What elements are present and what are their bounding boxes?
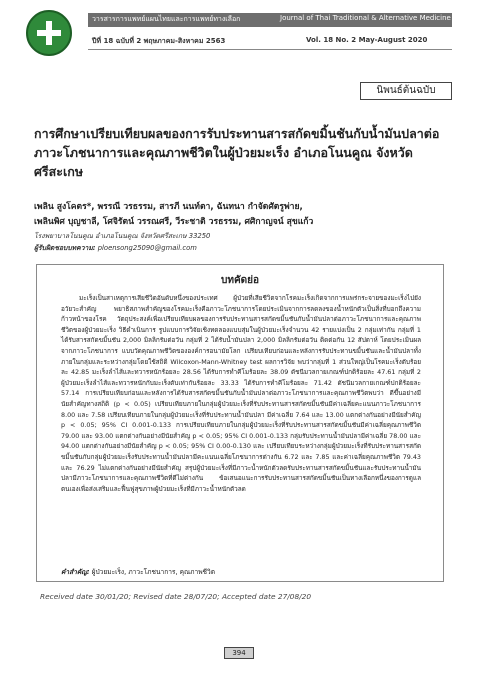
article-title: การศึกษาเปรียบเทียบผลของการรับประทานสารสกัดขมิ้นชันกับน้ำมันปลาต่อภาวะโภชนาการและคุณภาพชีวิตในผู้ป่วยมะเร็ง อำเภอโนนคูณ จังหวัดศรีสะเกษ (34, 126, 440, 179)
page-number: 394 (224, 647, 254, 659)
corresponding-email[interactable]: ploensong25090@gmail.com (97, 244, 197, 252)
abstract-heading: บทคัดย่อ (221, 275, 259, 286)
abstract-box (36, 264, 444, 582)
author-list (34, 200, 448, 230)
logo-cross-horizontal (37, 30, 61, 36)
keywords-line (61, 566, 215, 577)
issue-english: Vol. 18 No. 2 May-August 2020 (306, 36, 428, 44)
received-dates: Received date 30/01/20; Revised date 28/07/20; Accepted date 27/08/20 (40, 592, 312, 601)
keywords-label: คำสำคัญ: (61, 568, 90, 576)
authors-line-1: เพลิน สูงโคตร*, พรรณี วรธรรม, สารภี นนท์ตา, ฉันทนา กำจัดศัตรูพ่าย, (34, 202, 303, 212)
authors-line-2: เพลินพิศ บุญชาลี, โศจิรัตน์ วรรณศรี, วีระชาติ วรธรรม, ศศิกาญจน์ สุขแก้ว (34, 217, 314, 227)
corresponding-author (34, 242, 197, 253)
journal-name-thai: วารสารการแพทย์แผนไทยและการแพทย์ทางเลือก (92, 15, 241, 23)
header-divider (88, 49, 452, 50)
issue-thai: ปีที่ 18 ฉบับที่ 2 พฤษภาคม-สิงหาคม 2563 (92, 37, 226, 45)
affiliation: โรงพยาบาลโนนคูณ อำเภอโนนคูณ จังหวัดศรีสะเกษ 33250 (34, 232, 211, 240)
journal-logo (26, 10, 72, 56)
keywords-values: ผู้ป่วยมะเร็ง, ภาวะโภชนาการ, คุณภาพชีวิต (91, 568, 216, 576)
abstract-body: มะเร็งเป็นสาเหตุการเสียชีวิตอันดับหนึ่งของประเทศ ผู้ป่วยที่เสียชีวิตจากโรคมะเร็งเกิดจากการแพร่กระจายของมะเร็งไปยังอวัยวะสำคัญ พยาธิสภาพสำคัญของโรคมะเร็งคือภาวะโภชนาการโดยประเมินจากการลดลงของน้ำหนักตัวเป็นสิ่งที่บอกถึงความก้าวหน้าของโรค วัตถุประสงค์เพื่อเปรียบเทียบผลของการรับประทานสารสกัดขมิ้นชันกับน้ำมันปลาต่อภาวะโภชนาการและคุณภาพชีวิตของผู้ป่วยมะเร็ง วิธีดำเนินการ รูปแบบการวิจัยเชิงทดลองแบบสุ่มในผู้ป่วยมะเร็งจำนวน 42 รายแบ่งเป็น 2 กลุ่มเท่ากัน กลุ่มที่ 1 ได้รับสารสกัดขมิ้นชัน 2,000 มิลลิกรัมต่อวัน กลุ่มที่ 2 ได้รับน้ำมันปลา 2,000 มิลลิกรัมต่อวัน ติดต่อกัน 12 สัปดาห์ โดยประเมินผลจากภาวะโภชนาการ แบบวัดคุณภาพชีวิตขององค์การอนามัยโลก เปรียบเทียบก่อนและหลังการรับประทานขมิ้นชันและน้ำมันปลาทั้งภายในกลุ่มและระหว่างกลุ่มโดยใช้สถิติ Wilcoxon-Mann-Whitney test ผลการวิจัย พบว่ากลุ่มที่ 1 ส่วนใหญ่เป็นโรคมะเร็งตับร้อยละ 42.85 มะเร็งลำไส้และทวารหนักร้อยละ 28.56 ได้รับการทำคีโมร้อยละ 38.09 ดัชนีมวลกายเกณฑ์ปกติร้อยละ 47.61 กลุ่มที่ 2 ผู้ป่วยมะเร็งลำไส้และทวารหนักกับมะเร็งตับเท่ากันร้อยละ 33.33 ได้รับการทำคีโมร้อยละ 71.42 ดัชนีมวลกายเกณฑ์ปกติร้อยละ 57.14 การเปรียบเทียบก่อนและหลังการได้รับสารสกัดขมิ้นชันกับน้ำมันปลาต่อภาวะโภชนาการและคุณภาพชีวิตพบว่า ดีขึ้นอย่างมีนัยสำคัญทางสถิติ (p < 0.05) เปรียบเทียบภายในกลุ่มผู้ป่วยมะเร็งที่รับประทานสารสกัดขมิ้นชันมีค่าเฉลี่ยคะแนนภาวะโภชนาการ 8.00 และ 7.58 เปรียบเทียบภายในกลุ่มผู้ป่วยมะเร็งที่รับประทานน้ำมันปลา มีค่าเฉลี่ย 7.64 และ 13.00 แตกต่างกันอย่างมีนัยสำคัญ p < 0.05; 95% CI 0.001-0.133 การเปรียบเทียบภายในกลุ่มผู้ป่วยมะเร็งที่รับประทานสารสกัดขมิ้นชันมีค่าเฉลี่ยคุณภาพชีวิต 79.00 และ 93.00 แตกต่างกันอย่างมีนัยสำคัญ p < 0.05; 95% CI 0.001-0.133 กลุ่มรับประทานน้ำมันปลามีค่าเฉลี่ย 78.00 และ 94.00 แตกต่างกันอย่างมีนัยสำคัญ p < 0.05; 95% CI 0.00-0.130 และ เปรียบเทียบระหว่างกลุ่มผู้ป่วยมะเร็งที่รับประทานสารสกัดขมิ้นชันกับกลุ่มผู้ป่วยมะเร็งรับประทานน้ำมันปลามีคะแนนเฉลี่ยโภชนาการต่างกัน 6.72 และ 7.85 และค่าเฉลี่ยคุณภาพชีวิต 79.43 และ 76.29 ไม่แตกต่างกันอย่างมีนัยสำคัญ สรุปผู้ป่วยมะเร็งที่มีภาวะน้ำหนักตัวลดรับประทานสารสกัดขมิ้นชันและรับประทานน้ำมันปลามีภาวะโภชนาการและคุณภาพชีวิตที่ดีไม่ต่างกัน ข้อเสนอแนะการรับประทานสารสกัดขมิ้นชันเป็นทางเลือกหนึ่งของการดูแลตนเองเพื่อส่งเสริมและฟื้นฟูสุขภาพผู้ป่วยมะเร็งที่มีภาวะน้ำหนักตัวลด (61, 294, 421, 493)
journal-header-bar (88, 13, 452, 27)
article-type-label: นิพนธ์ต้นฉบับ (360, 82, 452, 100)
journal-name-english: Journal of Thai Traditional & Alternative Medicine (280, 14, 451, 22)
corresponding-label: ผู้รับผิดชอบบทความ: (34, 244, 96, 252)
